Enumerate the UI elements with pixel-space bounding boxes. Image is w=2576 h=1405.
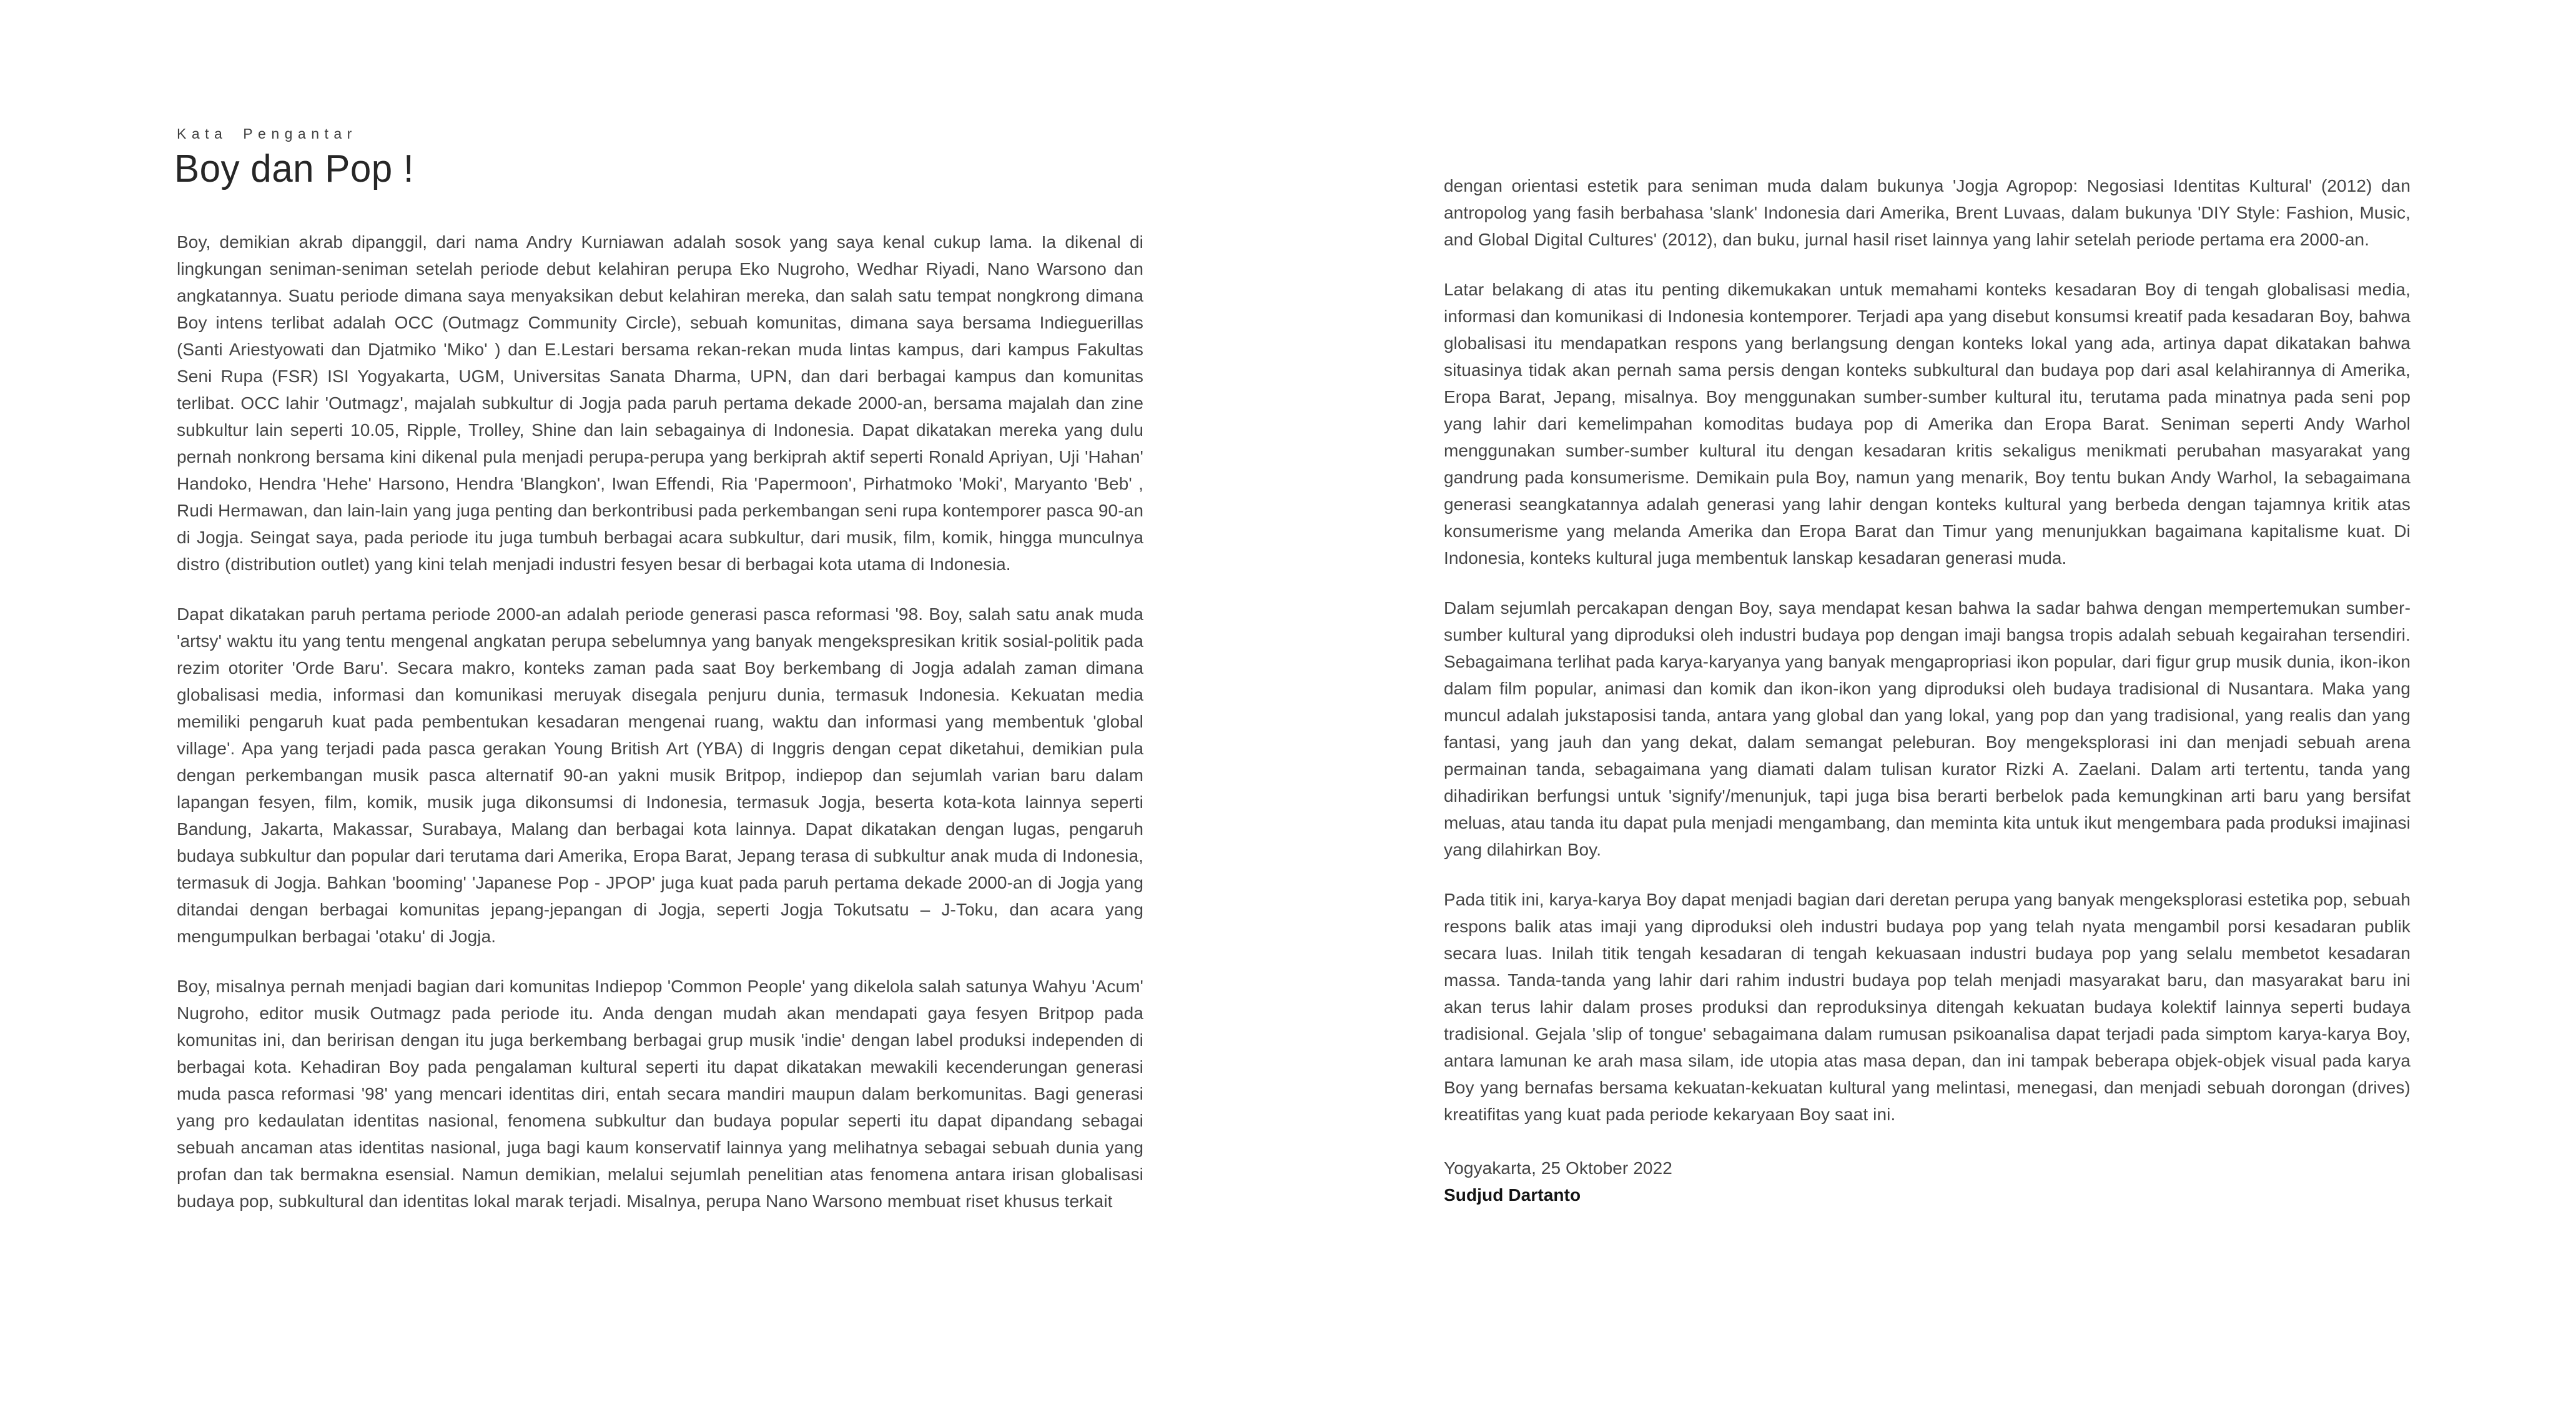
paragraph-right-2: Latar belakang di atas itu penting dikemukakan untuk memahami konteks kesadaran Boy di tengah globalisasi media, informasi dan komunikasi di Indonesia kontemporer. Terjadi apa yang disebut konsumsi kreatif pada kesadaran Boy, bahwa globalisasi itu mendapatkan respons yang berlangsung dengan konteks lokal yang ada, artinya dapat dikatakan bahwa situasinya tidak akan pernah sama persis dengan konteks subkultural dan budaya pop dari asal kelahirannya di Amerika, Eropa Barat, Jepang, misalnya. Boy menggunakan sumber-sumber kultural itu, terutama pada minatnya pada seni pop yang lahir dari kemelimpahan komoditas budaya pop di Amerika dan Eropa Barat. Seniman seperti Andy Warhol menggunakan sumber-sumber kultural itu dengan kesadaran kritis sekaligus menikmati perubahan masyarakat yang gandrung pada konsumerisme. Demikain pula Boy, namun yang menarik, Boy tentu bukan Andy Warhol, Ia sebagaimana generasi seangkatannya adalah generasi yang lahir dengan konteks kultural yang berbeda dengan tajamnya kritik atas konsumerisme yang melanda Amerika dan Eropa Barat dan Timur yang menunjukkan bagaimana kapitalisme kuat. Di Indonesia, konteks kultural juga membentuk lanskap kesadaran generasi muda. [1444, 280, 2411, 568]
signoff-author: Sudjud Dartanto [1444, 1185, 1581, 1205]
left-column-text [177, 229, 1143, 1238]
paragraph-left-1: Boy, demikian akrab dipanggil, dari nama Andry Kurniawan adalah sosok yang saya kenal cukup lama. Ia dikenal di lingkungan seniman-seniman setelah periode debut kelahiran perupa Eko Nugroho, Wedhar Riyadi, Nano Warsono dan angkatannya. Suatu periode dimana saya menyaksikan debut kelahiran mereka, dan salah satu tempat nongkrong dimana Boy intens terlibat adalah OCC (Outmagz Community Circle), sebuah komunitas, dimana saya bersama Indieguerillas (Santi Ariestyowati dan Djatmiko 'Miko' ) dan E.Lestari bersama rekan-rekan muda lintas kampus, dari kampus Fakultas Seni Rupa (FSR) ISI Yogyakarta, UGM, Universitas Sanata Dharma, UPN, dan dari berbagai kampus dan komunitas terlibat. OCC lahir 'Outmagz', majalah subkultur di Jogja pada paruh pertama dekade 2000-an, bersama majalah dan zine subkultur lain seperti 10.05, Ripple, Trolley, Shine dan lain sebagainya di Indonesia. Dapat dikatakan mereka yang dulu pernah nonkrong bersama kini dikenal pula menjadi perupa-perupa yang berkiprah aktif seperti Ronald Apriyan, Uji 'Hahan' Handoko, Hendra 'Hehe' Harsono, Hendra 'Blangkon', Iwan Effendi, Ria 'Papermoon', Pirhatmoko 'Moki', Maryanto 'Beb' , Rudi Hermawan, dan lain-lain yang juga penting dan berkontribusi pada perkembangan seni rupa kontemporer pasca 90-an di Jogja. Seingat saya, pada periode itu juga tumbuh berbagai acara subkultur, dari musik, film, komik, hingga munculnya distro (distribution outlet) yang kini telah menjadi industri fesyen besar di berbagai kota utama di Indonesia. [177, 232, 1143, 574]
paragraph-right-4: Pada titik ini, karya-karya Boy dapat menjadi bagian dari deretan perupa yang banyak mengeksplorasi estetika pop, sebuah respons balik atas imaji yang diproduksi oleh industri budaya pop yang telah nyata mengambil porsi kesadaran publik secara luas. Inilah titik tengah kesadaran di tengah kekuasaan industri budaya pop yang selalu membetot kesadaran massa. Tanda-tanda yang lahir dari rahim industri budaya pop telah menjadi masyarakat baru, dan masyarakat baru ini akan terus lahir dalam proses produksi dan reproduksinya ditengah kekuatan budaya kolektif lainnya seperti budaya tradisional. Gejala 'slip of tongue' sebagaimana dalam rumusan psikoanalisa dapat terjadi pada simptom karya-karya Boy, antara lamunan ke arah masa silam, ide utopia atas masa depan, dan ini tampak beberapa objek-objek visual pada karya Boy yang bernafas bersama kekuatan-kekuatan kultural yang melintasi, menegasi, dan menjadi sebuah dorongan (drives) kreatifitas yang kuat pada periode kekaryaan Boy saat ini. [1444, 890, 2411, 1124]
right-column-text [1444, 172, 2411, 1208]
signoff-place-date: Yogyakarta, 25 Oktober 2022 [1444, 1158, 1672, 1178]
signoff-block [1444, 1155, 2411, 1208]
section-kicker: Kata Pengantar [177, 126, 357, 142]
paragraph-left-2: Dapat dikatakan paruh pertama periode 2000-an adalah periode generasi pasca reformasi '98. Boy, salah satu anak muda 'artsy' waktu itu yang tentu mengenal angkatan perupa sebelumnya yang banyak mengekspresikan kritik sosial-politik pada rezim otoriter 'Orde Baru'. Secara makro, konteks zaman pada saat Boy berkembang di Jogja adalah zaman dimana globalisasi media, informasi dan komunikasi meruyak disegala penjuru dunia, termasuk Indonesia. Kekuatan media memiliki pengaruh kuat pada pembentukan kesadaran mengenai ruang, waktu dan informasi yang membentuk 'global village'. Apa yang terjadi pada pasca gerakan Young British Art (YBA) di Inggris dengan cepat diketahui, demikian pula dengan perkembangan musik pasca alternatif 90-an yakni musik Britpop, indiepop dan sejumlah varian baru dalam lapangan fesyen, film, komik, musik juga dikonsumsi di Indonesia, termasuk Jogja, beserta kota-kota lainnya seperti Bandung, Jakarta, Makassar, Surabaya, Malang dan berbagai kota lainnya. Dapat dikatakan dengan lugas, pengaruh budaya subkultur dan popular dari terutama dari Amerika, Eropa Barat, Jepang terasa di subkultur anak muda di Indonesia, termasuk di Jogja. Bahkan 'booming' 'Japanese Pop - JPOP' juga kuat pada paruh pertama dekade 2000-an di Jogja yang ditandai dengan berbagai komunitas jepang-jepangan di Jogja, seperti Jogja Tokutsatu – J-Toku, dan acara yang mengumpulkan berbagai 'otaku' di Jogja. [177, 604, 1143, 946]
page-title: Boy dan Pop ! [174, 147, 415, 190]
paragraph-right-3: Dalam sejumlah percakapan dengan Boy, saya mendapat kesan bahwa Ia sadar bahwa dengan mempertemukan sumber-sumber kultural yang diproduksi oleh industri budaya pop dengan imaji bangsa tropis adalah sebuah kegairahan tersendiri. Sebagaimana terlihat pada karya-karyanya yang banyak mengapropriasi ikon popular, dari figur grup musik dunia, ikon-ikon dalam film popular, animasi dan komik dan ikon-ikon yang diproduksi oleh budaya tradisional di Nusantara. Maka yang muncul adalah jukstaposisi tanda, antara yang global dan yang lokal, yang pop dan yang tradisional, yang realis dan yang fantasi, yang jauh dan yang dekat, dalam semangat peleburan. Boy mengeksplorasi ini dan menjadi sebuah arena permainan tanda, sebagaimana yang diamati dalam tulisan kurator Rizki A. Zaelani. Dalam arti tertentu, tanda yang dihadirikan berfungsi untuk 'signify'/menunjuk, tapi juga bisa berarti berbelok pada kemungkinan arti baru yang bersifat meluas, atau tanda itu dapat pula menjadi mengambang, dan meminta kita untuk ikut mengembara pada produksi imajinasi yang dilahirkan Boy. [1444, 598, 2411, 859]
paragraph-left-3: Boy, misalnya pernah menjadi bagian dari komunitas Indiepop 'Common People' yang dikelola salah satunya Wahyu 'Acum' Nugroho, editor musik Outmagz pada periode itu. Anda dengan mudah akan mendapati gaya fesyen Britpop pada komunitas ini, dan beririsan dengan itu juga berkembang berbagai grup musik 'indie' dengan label produksi independen di berbagai kota. Kehadiran Boy pada pengalaman kultural seperti itu dapat dikatakan mewakili kecenderungan generasi muda pasca reformasi '98' yang mencari identitas diri, entah secara mandiri maupun dalam berkomunitas. Bagi generasi yang pro kedaulatan identitas nasional, fenomena subkultur dan budaya popular seperti itu dapat dipandang sebagai sebuah ancaman atas identitas nasional, juga bagi kaum konservatif lainnya yang melihatnya sebagai sebuah dunia yang profan dan tak bermakna esensial. Namun demikian, melalui sejumlah penelitian atas fenomena antara irisan globalisasi budaya pop, subkultural dan identitas lokal marak terjadi. Misalnya, perupa Nano Warsono membuat riset khusus terkait [177, 977, 1143, 1211]
paragraph-right-1: dengan orientasi estetik para seniman muda dalam bukunya 'Jogja Agropop: Negosiasi Identitas Kultural' (2012) dan antropolog yang fasih berbahasa 'slank' Indonesia dari Amerika, Brent Luvaas, dalam bukunya 'DIY Style: Fashion, Music, and Global Digital Cultures' (2012), dan buku, jurnal hasil riset lainnya yang lahir setelah periode pertama era 2000-an. [1444, 176, 2411, 249]
